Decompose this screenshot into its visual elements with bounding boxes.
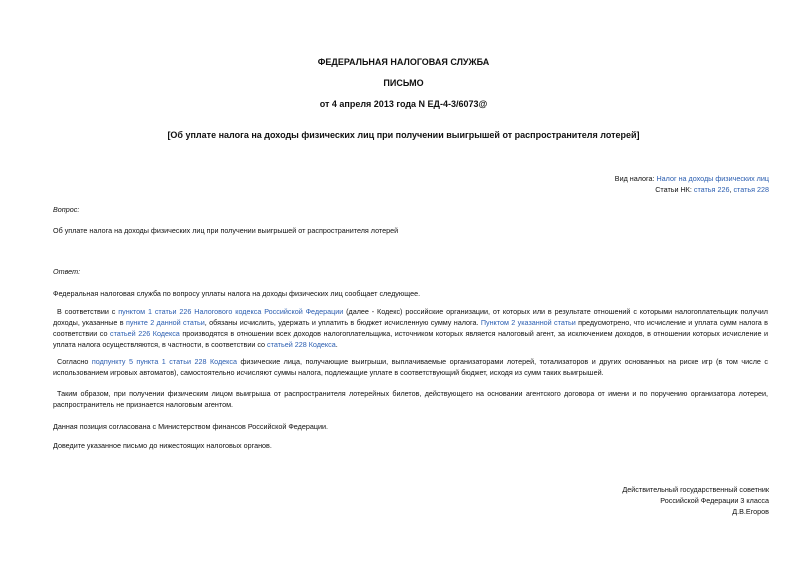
- document-date-number: от 4 апреля 2013 года N ЕД-4-3/6073@: [319, 99, 488, 109]
- p2-text-a: В соответствии с: [57, 307, 119, 316]
- answer-paragraph-4: [53, 388, 768, 410]
- document-type: ПИСЬМО: [383, 78, 424, 88]
- question-label: Вопрос:: [53, 205, 80, 214]
- p2-link-article-228[interactable]: статьей 228 Кодекса: [267, 340, 336, 349]
- articles-label: Статьи НК:: [655, 185, 694, 194]
- signature-name: Д.В.Егоров: [732, 507, 769, 516]
- p2-text-b: (далее - Кодекс) российские организации, от которых или в результате отношений с которыми налогоплательщик получил доходы, указанные в: [53, 307, 769, 327]
- answer-paragraph-5: Данная позиция согласована с Министерством финансов Российской Федерации.: [53, 422, 328, 431]
- articles-separator: ,: [729, 185, 734, 194]
- signature-rank: Российской Федерации 3 класса: [660, 496, 769, 505]
- p3-text-a: Согласно: [57, 357, 92, 366]
- document-subject: [Об уплате налога на доходы физических лиц при получении выигрышей от распространителя лотерей]: [167, 130, 640, 140]
- question-text: Об уплате налога на доходы физических лиц при получении выигрышей от распространителя лотерей: [53, 226, 399, 235]
- p2-link-article-226[interactable]: статьей 226 Кодекса: [110, 329, 180, 338]
- p3-link-article-228[interactable]: подпункту 5 пункта 1 статьи 228 Кодекса: [91, 357, 237, 366]
- p3-text-b: физические лица, получающие выигрыши, выплачиваемые организаторами лотерей, тотализаторов и других основанных на риске игр (в том числе с использованием игровых автоматов), самостоятельно исчисляют суммы налога, подлежащие уплате в соответствующий бюджет, исходя из сумм таких выигрышей.: [53, 357, 768, 377]
- p2-text-e: производятся в отношении всех доходов налогоплательщика, источником которых является налоговый агент, за исключением доходов, в отношении которых исчисление и уплата налога осуществляются, в частности, в соответствии со: [53, 329, 768, 349]
- answer-paragraph-2: [53, 306, 768, 350]
- answer-paragraph-1: Федеральная налоговая служба по вопросу уплаты налога на доходы физических лиц сообщает следующее.: [53, 289, 421, 298]
- p2-text-c: , обязаны исчислить, удержать и уплатить в бюджет исчисленную сумму налога.: [204, 318, 481, 327]
- answer-label: Ответ:: [53, 267, 81, 276]
- p4-text: Таким образом, при получении физическим лицом выигрыша от распространителя лотерейных билетов, действующего на основании агентского договора от имени и по поручению организатора лотереи, распространитель не признается налоговым агентом.: [53, 389, 768, 409]
- answer-paragraph-6: Доведите указанное письмо до нижестоящих налоговых органов.: [53, 441, 272, 450]
- tax-type-label: Вид налога:: [614, 174, 657, 183]
- articles-line: [655, 184, 769, 195]
- article-226-link[interactable]: статья 226: [693, 185, 730, 194]
- p2-text-d: предусмотрено, что исчисление и уплата сумм налога в соответствии со: [53, 318, 768, 338]
- article-228-link[interactable]: статья 228: [733, 185, 769, 194]
- tax-type-line: [615, 173, 769, 184]
- signature-title: Действительный государственный советник: [622, 485, 769, 494]
- tax-type-link[interactable]: Налог на доходы физических лиц: [656, 174, 769, 183]
- agency-title: ФЕДЕРАЛЬНАЯ НАЛОГОВАЯ СЛУЖБА: [317, 57, 490, 67]
- answer-paragraph-3: [53, 356, 768, 378]
- p2-link-point-2[interactable]: Пунктом 2 указанной статьи: [480, 318, 576, 327]
- p2-link-article-226-p2[interactable]: пункте 2 данной статьи: [125, 318, 205, 327]
- p2-text-f: .: [335, 340, 338, 349]
- p2-link-article-226-p1[interactable]: пунктом 1 статьи 226 Налогового кодекса Российской Федерации: [118, 307, 344, 316]
